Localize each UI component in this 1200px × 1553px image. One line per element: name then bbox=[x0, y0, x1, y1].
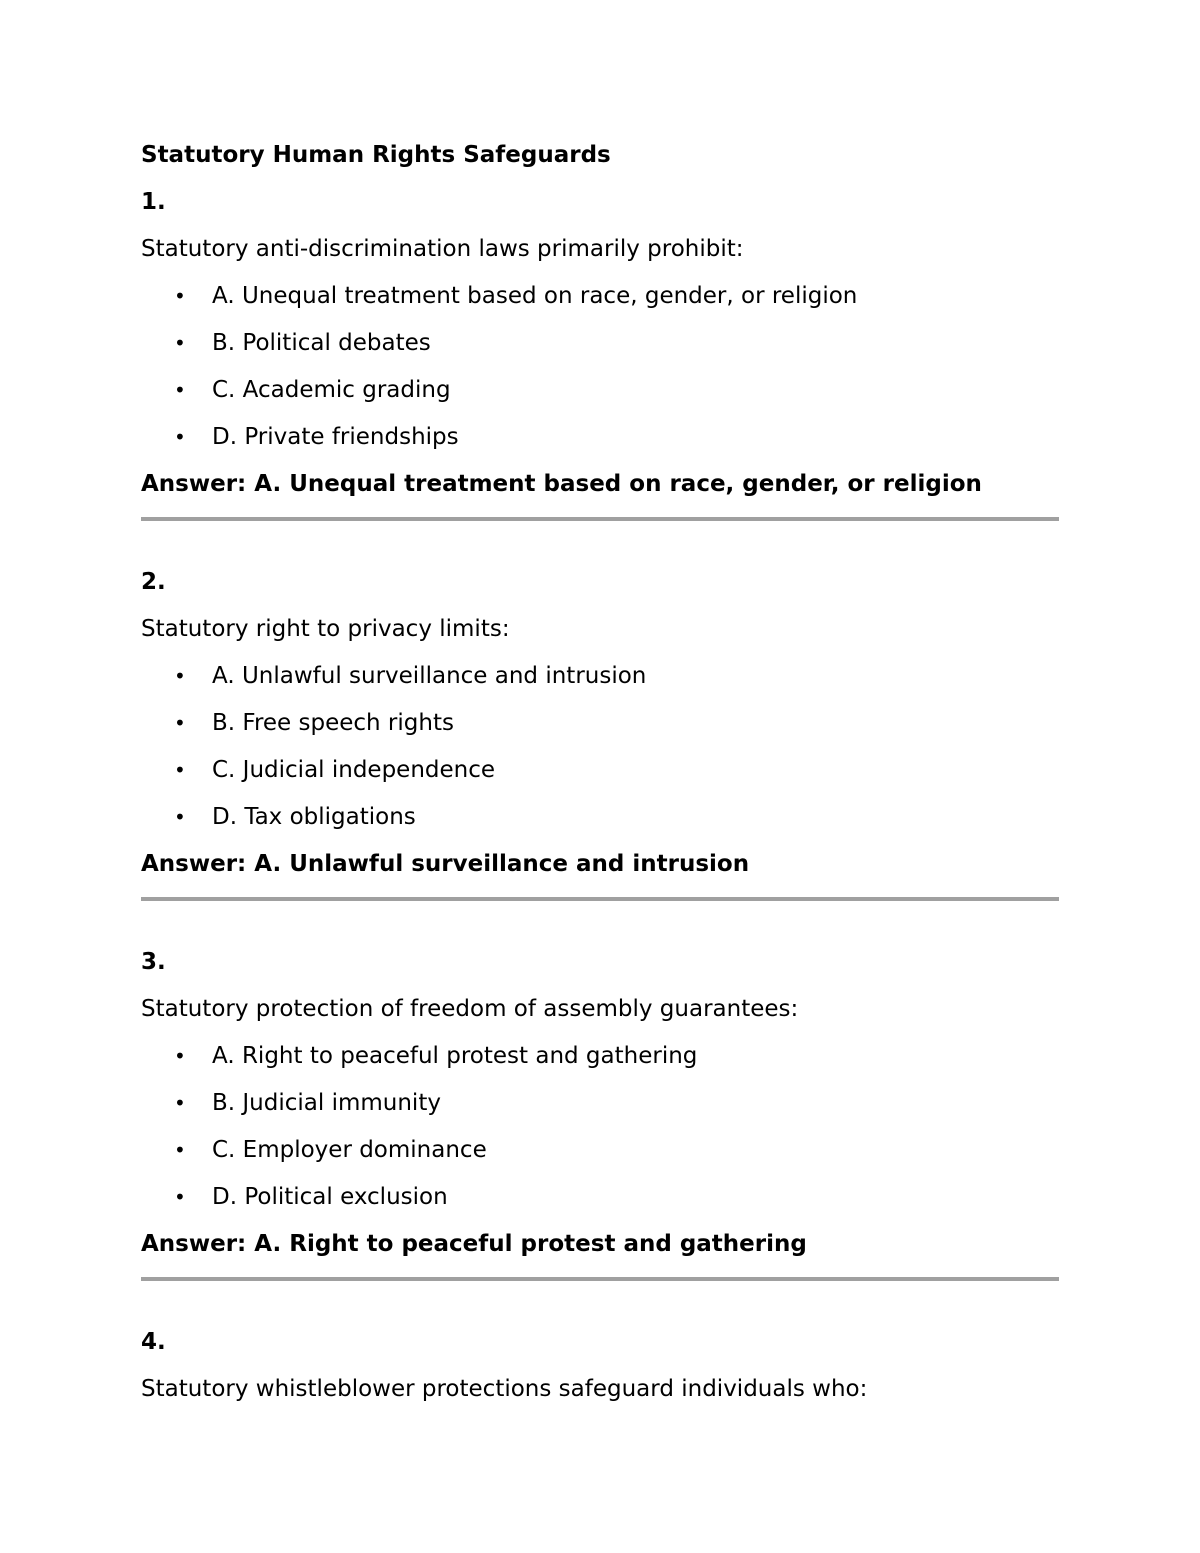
option-list bbox=[141, 1039, 1059, 1214]
bullet-icon: • bbox=[174, 664, 186, 688]
option-label: A. Unlawful surveillance and intrusion bbox=[212, 663, 647, 689]
option-b bbox=[141, 326, 1059, 360]
question-2 bbox=[141, 565, 1059, 901]
bullet-icon: • bbox=[174, 425, 186, 449]
bullet-icon: • bbox=[174, 1185, 186, 1209]
option-b bbox=[141, 1086, 1059, 1120]
question-4 bbox=[141, 1325, 1059, 1406]
document-title: Statutory Human Rights Safeguards bbox=[141, 142, 611, 168]
option-b bbox=[141, 706, 1059, 740]
horizontal-rule bbox=[141, 1277, 1059, 1281]
question-text: Statutory protection of freedom of assembly guarantees: bbox=[141, 996, 799, 1022]
option-label: C. Judicial independence bbox=[212, 757, 496, 783]
bullet-icon: • bbox=[174, 1044, 186, 1068]
option-label: D. Private friendships bbox=[212, 424, 459, 450]
answer-text: Answer: A. Unequal treatment based on race, gender, or religion bbox=[141, 471, 982, 497]
question-text: Statutory right to privacy limits: bbox=[141, 616, 510, 642]
option-label: C. Academic grading bbox=[212, 377, 451, 403]
answer-text: Answer: A. Right to peaceful protest and gathering bbox=[141, 1231, 807, 1257]
bullet-icon: • bbox=[174, 805, 186, 829]
horizontal-rule bbox=[141, 517, 1059, 521]
option-label: A. Unequal treatment based on race, gender, or religion bbox=[212, 283, 858, 309]
option-label: B. Political debates bbox=[212, 330, 431, 356]
question-1 bbox=[141, 185, 1059, 521]
option-list bbox=[141, 659, 1059, 834]
option-c bbox=[141, 373, 1059, 407]
question-number: 1. bbox=[141, 189, 166, 215]
question-number: 4. bbox=[141, 1329, 166, 1355]
horizontal-rule bbox=[141, 897, 1059, 901]
bullet-icon: • bbox=[174, 1091, 186, 1115]
question-3 bbox=[141, 945, 1059, 1281]
option-d bbox=[141, 420, 1059, 454]
option-c bbox=[141, 1133, 1059, 1167]
bullet-icon: • bbox=[174, 284, 186, 308]
question-text: Statutory anti-discrimination laws primarily prohibit: bbox=[141, 236, 744, 262]
option-a bbox=[141, 659, 1059, 693]
option-a bbox=[141, 1039, 1059, 1073]
question-text: Statutory whistleblower protections safeguard individuals who: bbox=[141, 1376, 868, 1402]
option-c bbox=[141, 753, 1059, 787]
option-list bbox=[141, 279, 1059, 454]
option-label: B. Free speech rights bbox=[212, 710, 454, 736]
option-d bbox=[141, 800, 1059, 834]
option-label: A. Right to peaceful protest and gathering bbox=[212, 1043, 698, 1069]
document-page bbox=[141, 138, 1059, 1419]
bullet-icon: • bbox=[174, 1138, 186, 1162]
option-label: B. Judicial immunity bbox=[212, 1090, 441, 1116]
bullet-icon: • bbox=[174, 378, 186, 402]
option-label: D. Political exclusion bbox=[212, 1184, 448, 1210]
option-a bbox=[141, 279, 1059, 313]
option-label: C. Employer dominance bbox=[212, 1137, 487, 1163]
bullet-icon: • bbox=[174, 331, 186, 355]
option-d bbox=[141, 1180, 1059, 1214]
bullet-icon: • bbox=[174, 758, 186, 782]
question-number: 2. bbox=[141, 569, 166, 595]
answer-text: Answer: A. Unlawful surveillance and intrusion bbox=[141, 851, 750, 877]
question-number: 3. bbox=[141, 949, 166, 975]
bullet-icon: • bbox=[174, 711, 186, 735]
option-label: D. Tax obligations bbox=[212, 804, 416, 830]
